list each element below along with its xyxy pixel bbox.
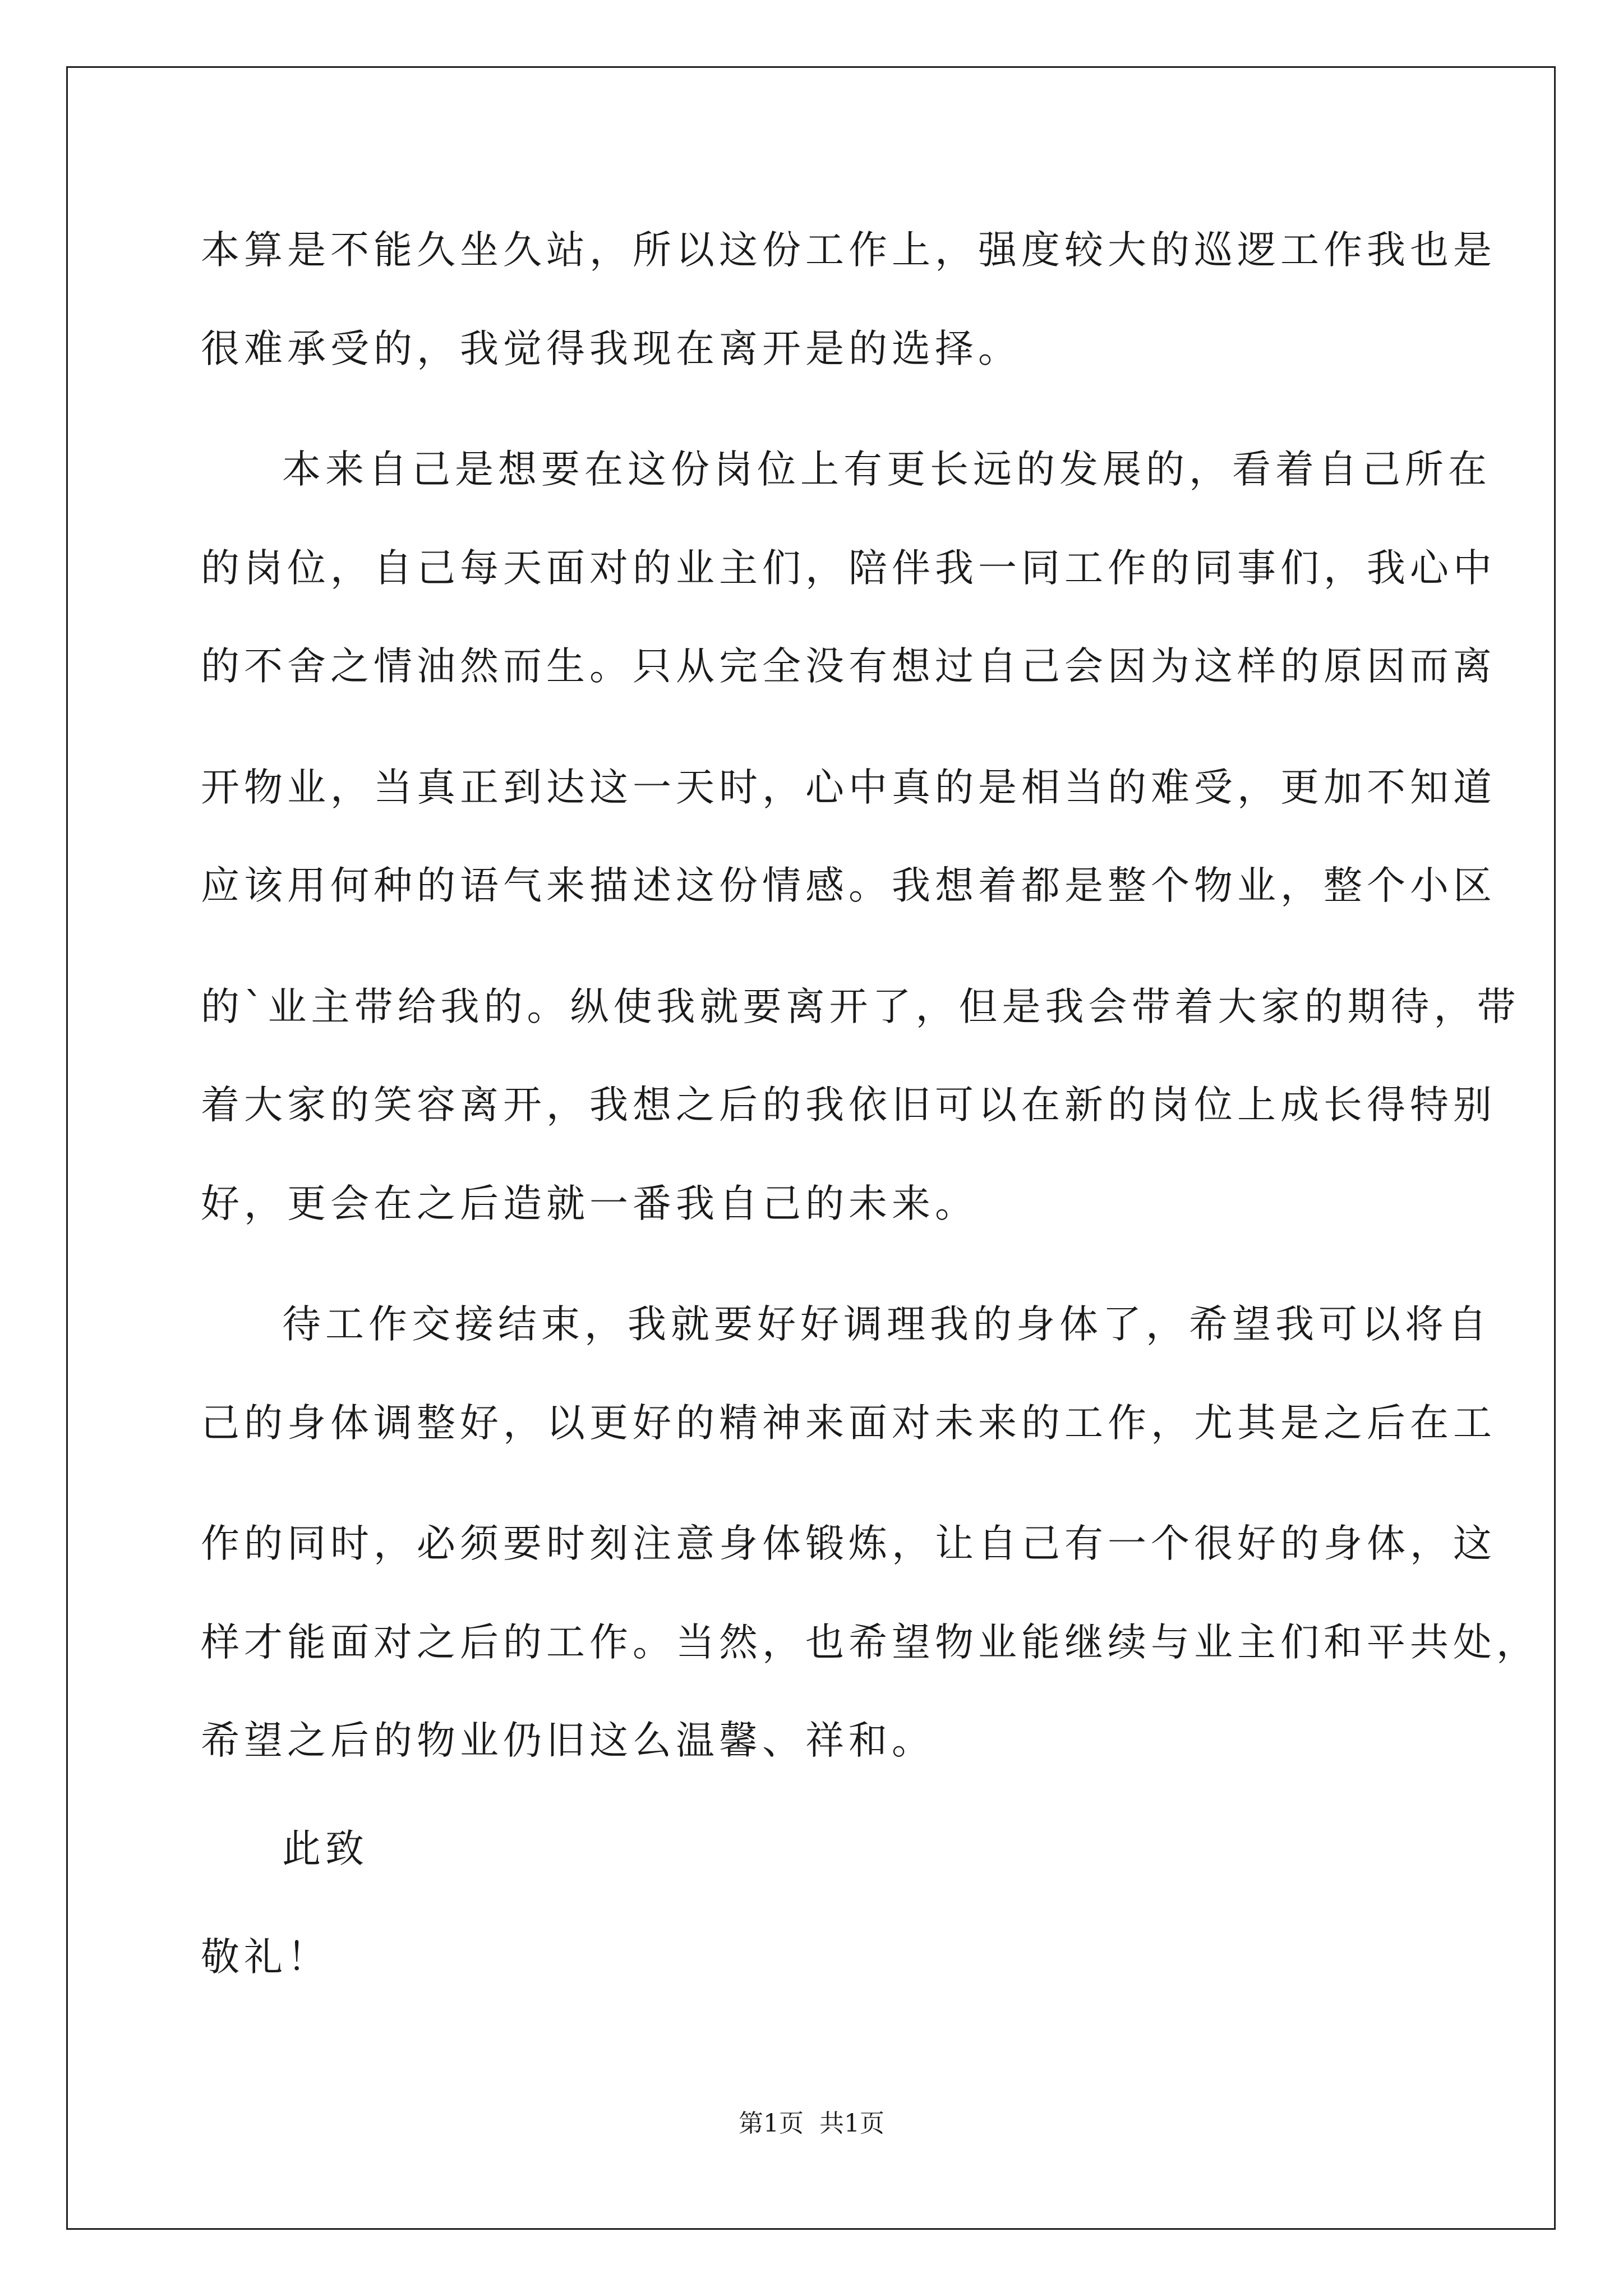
body-line: 本来自己是想要在这份岗位上有更长远的发展的，看着自己所在 [282,447,1491,492]
body-line: 待工作交接结束，我就要好好调理我的身体了，希望我可以将自 [282,1302,1491,1347]
body-line: 应该用何种的语气来描述这份情感。我想着都是整个物业，整个小区 [201,863,1496,908]
body-line: 着大家的笑容离开，我想之后的我依旧可以在新的岗位上成长得特别 [201,1083,1496,1128]
body-line: 好，更会在之后造就一番我自己的未来。 [201,1181,978,1226]
body-line: 样才能面对之后的工作。当然，也希望物业能继续与业主们和平共处， [201,1620,1539,1665]
body-line: 很难承受的，我觉得我现在离开是的选择。 [201,326,1021,371]
body-line: 的岗位，自己每天面对的业主们，陪伴我一同工作的同事们，我心中 [201,546,1496,591]
body-line: 本算是不能久坐久站，所以这份工作上，强度较大的巡逻工作我也是 [201,228,1496,273]
body-line: 的`业主带给我的。纵使我就要离开了，但是我会带着大家的期待，带 [201,984,1520,1029]
body-line: 开物业，当真正到达这一天时，心中真的是相当的难受，更加不知道 [201,765,1496,810]
salutation-line: 敬礼！ [201,1935,330,1980]
body-line: 作的同时，必须要时刻注意身体锻炼，让自己有一个很好的身体，这 [201,1521,1496,1566]
body-line: 己的身体调整好，以更好的精神来面对未来的工作，尤其是之后在工 [201,1401,1496,1446]
body-line: 的不舍之情油然而生。只从完全没有想过自己会因为这样的原因而离 [201,644,1496,689]
page-footer: 第1页 共1页 [739,2109,884,2138]
body-line: 希望之后的物业仍旧这么温馨、祥和。 [201,1718,935,1763]
page-border [66,66,1556,2230]
closing-line: 此致 [282,1826,368,1871]
